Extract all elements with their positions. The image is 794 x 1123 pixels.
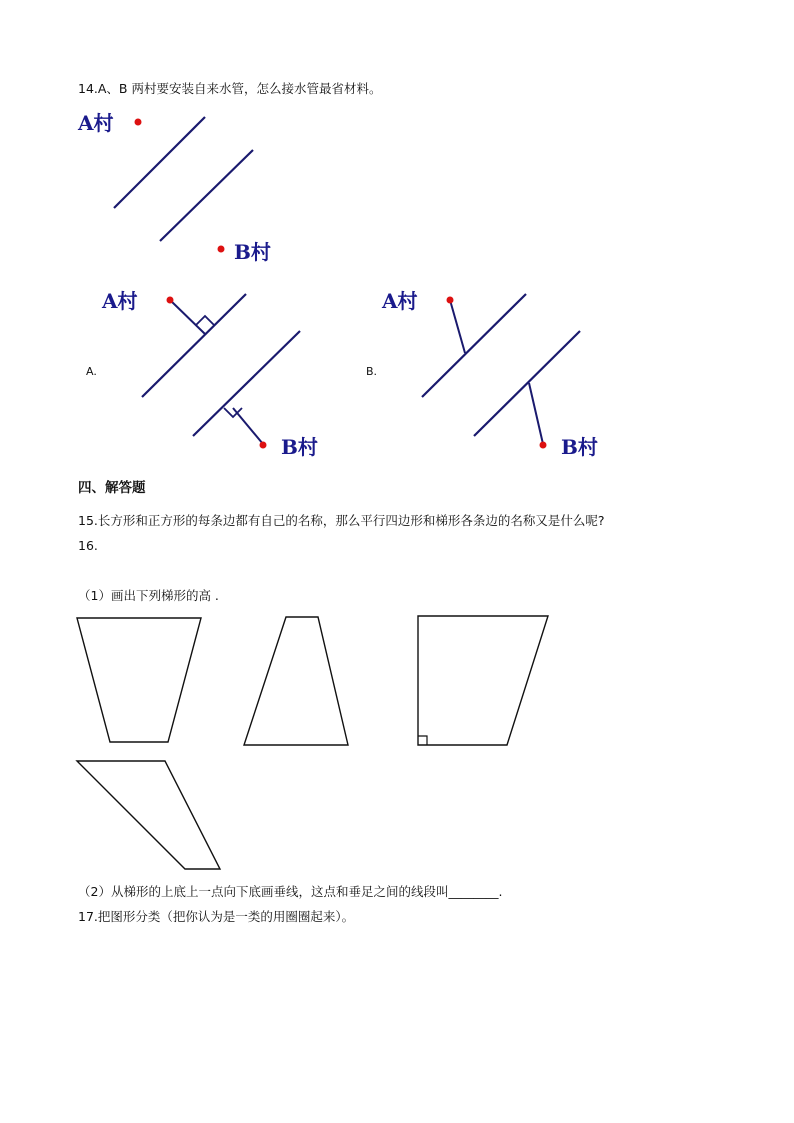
trapezoid-isosceles [244,617,348,745]
option-b-village-b: B村 [561,435,598,459]
q17-text: 17.把图形分类（把你认为是一类的用圈圈起来）。 [78,909,355,924]
q16-part1: （1）画出下列梯形的高 . [78,588,219,603]
section-heading: 四、解答题 [78,480,146,496]
village-a-label: A村 [78,111,114,135]
option-a-village-b: B村 [281,435,318,459]
q14-text: 14.A、B 两村要安装自来水管，怎么接水管最省材料。 [78,81,382,96]
trapezoid-slanted [77,761,220,869]
trapezoid-right [418,616,548,745]
option-b-label: B. [366,365,378,378]
option-a-village-a: A村 [102,289,138,313]
trapezoid-inverted [77,618,201,742]
q16-part2: （2）从梯形的上底上一点向下底画垂线，这点和垂足之间的线段叫________. [78,884,503,899]
option-a-label: A. [86,365,97,378]
q15-text: 15.长方形和正方形的每条边都有自己的名称，那么平行四边形和梯形各条边的名称又是什么呢? [78,513,605,528]
q16-number: 16. [78,538,98,553]
village-b-label: B村 [234,240,271,264]
option-b-village-a: A村 [382,289,418,313]
right-angle-mark [418,736,427,745]
